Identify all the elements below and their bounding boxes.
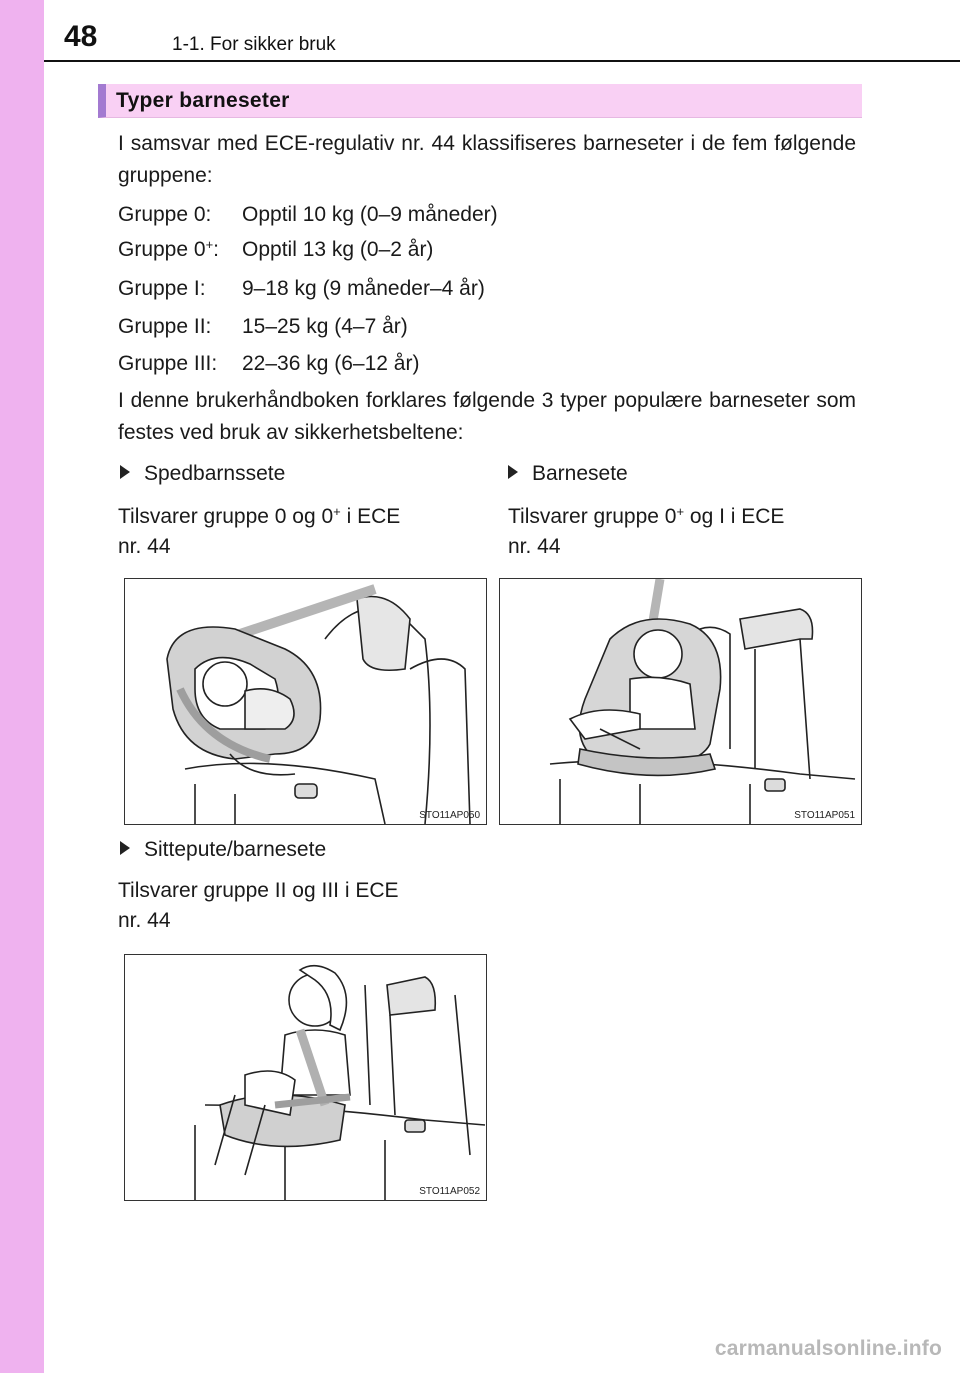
infant-seat-illustration — [124, 578, 487, 825]
group-value: Opptil 10 kg (0–9 måneder) — [242, 203, 498, 226]
group-row — [118, 351, 419, 377]
item-description: Tilsvarer gruppe 0+ og I i ECE nr. 44 — [508, 504, 785, 558]
item-description: Tilsvarer gruppe 0 og 0+ i ECE nr. 44 — [118, 504, 401, 558]
item-heading-child-seat: Barnesete — [508, 462, 628, 486]
group-label: Gruppe II: — [118, 315, 212, 338]
watermark: carmanualsonline.info — [714, 1337, 942, 1360]
item-heading-booster-seat: Sittepute/barnesete — [120, 838, 326, 862]
header-section-title: 1-1. For sikker bruk — [172, 34, 336, 55]
side-color-band — [0, 0, 44, 1373]
group-label: Gruppe 0+: — [118, 237, 219, 261]
group-value: 15–25 kg (4–7 år) — [242, 315, 408, 338]
group-row — [118, 202, 498, 228]
group-label: Gruppe III: — [118, 352, 218, 375]
group-value: 22–36 kg (6–12 år) — [242, 352, 420, 375]
arrow-bullet-icon — [120, 465, 130, 479]
group-row — [118, 237, 433, 263]
explain-paragraph: I denne brukerhåndboken forklares følgende 3 typer populære barneseter som festes ved bruk av sikkerhetsbeltene: — [118, 389, 856, 444]
group-row — [118, 276, 485, 302]
group-label: Gruppe 0: — [118, 203, 212, 226]
booster-seat-illustration — [124, 954, 487, 1201]
group-value: 9–18 kg (9 måneder–4 år) — [242, 277, 485, 300]
figure-code: STO11AP052 — [419, 1186, 480, 1197]
group-value: Opptil 13 kg (0–2 år) — [242, 238, 434, 261]
item-heading-infant-seat: Spedbarnssete — [120, 462, 285, 486]
group-label: Gruppe I: — [118, 277, 206, 300]
arrow-bullet-icon — [120, 841, 130, 855]
page-number: 48 — [64, 20, 98, 53]
section-heading: Typer barneseter — [116, 89, 290, 112]
group-row — [118, 314, 408, 340]
child-seat-illustration — [499, 578, 862, 825]
item-description: Tilsvarer gruppe II og III i ECE nr. 44 — [118, 879, 399, 932]
figure-code: STO11AP050 — [419, 810, 480, 821]
arrow-bullet-icon — [508, 465, 518, 479]
figure-code: STO11AP051 — [794, 810, 855, 821]
intro-paragraph: I samsvar med ECE-regulativ nr. 44 klassifiseres barneseter i de fem følgende gruppene: — [118, 132, 856, 187]
header-rule — [44, 60, 960, 62]
section-heading-bar — [98, 84, 862, 118]
